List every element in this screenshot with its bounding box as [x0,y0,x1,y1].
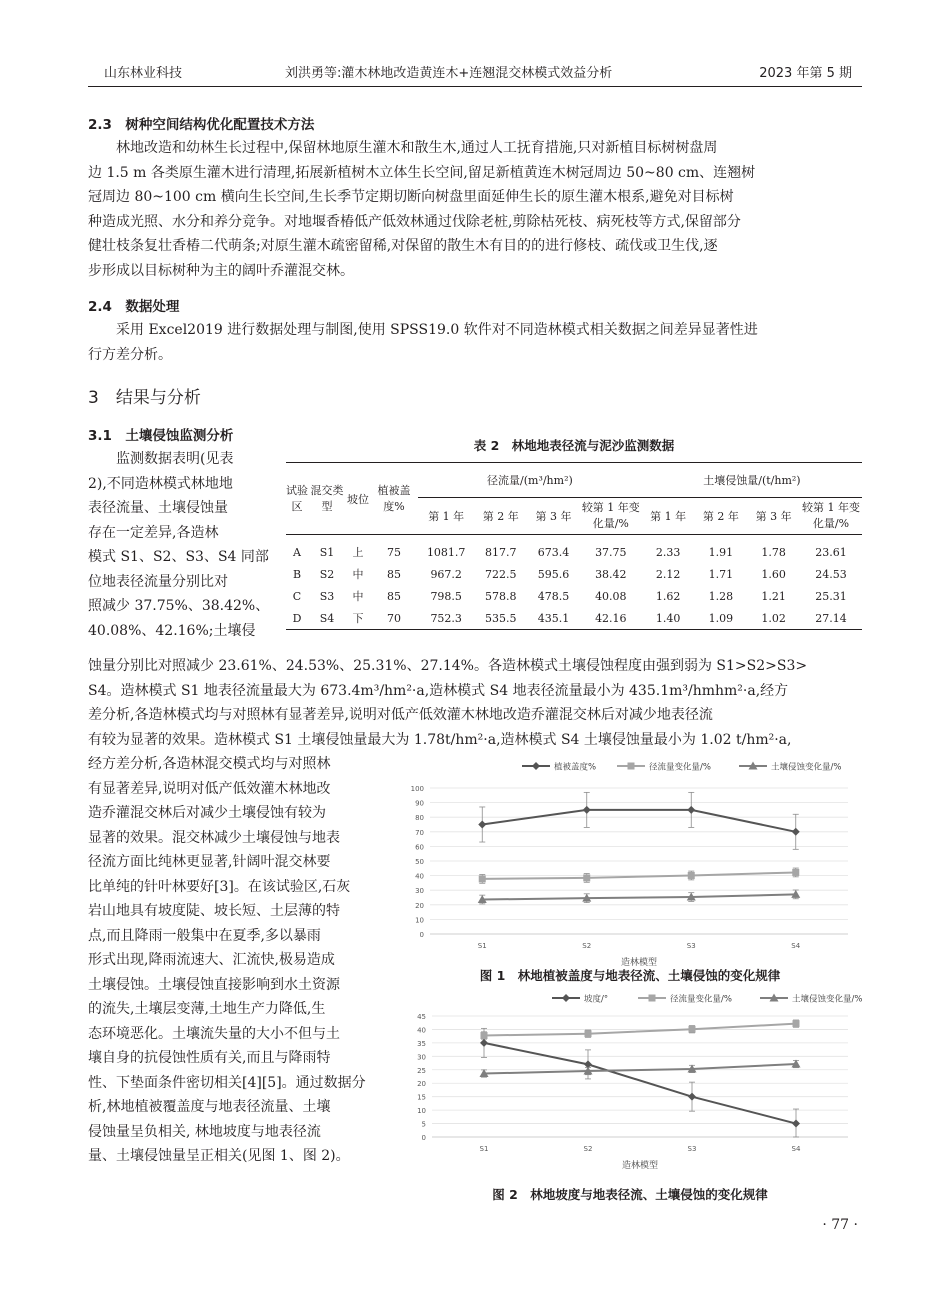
text-line: 边 1.5 m 各类原生灌木进行清理,拓展新植树木立体生长空间,留足新植黄连木树冠周边 50~80 cm、连翘树 [88,164,756,181]
th-e-change: 较第 1 年变化量/% [802,501,860,530]
table-cell: 27.14 [815,611,847,625]
text-line: 析,林地植被覆盖度与地表径流量、土壤 [88,1099,331,1115]
table-cell: 40.08 [595,589,627,603]
figure1-chart [400,758,860,968]
para-2-4 [88,318,862,367]
para-3-1-narrow [88,447,273,643]
y-tick-label: 40 [417,1026,426,1035]
table-cell: 1.60 [761,567,786,581]
text-line: 健壮枝条复壮香椿二代萌条;对原生灌木疏密留稀,对保留的散生木有目的的进行修枝、疏伐或卫生伐,逐 [88,238,718,254]
table-row [286,607,862,630]
th-erosion: 土壤侵蚀量/(t/hm²) [642,463,862,498]
heading-2-3: 2.3 树种空间结构优化配置技术方法 [88,117,315,133]
table-cell: 1081.7 [426,545,466,559]
table-cell: 85 [387,589,401,603]
x-tick-label: S1 [479,1145,489,1153]
text-line: 冠周边 80~100 cm 横向生长空间,生长季节定期切断向树盘里面延伸生长的原生灌木根系,避免对目标树 [88,189,734,205]
heading-2-4: 2.4 数据处理 [88,299,180,315]
y-tick-label: 45 [417,1013,426,1021]
legend-label: 土壤侵蚀变化量/% [792,994,863,1005]
text-line: 侵蚀量呈负相关, 林地坡度与地表径流 [88,1123,321,1140]
square-marker [479,875,486,882]
x-tick-label: S4 [791,942,801,950]
text-line: 性、下垫面条件密切相关[4][5]。通过数据分 [88,1074,366,1091]
table-cell: 752.3 [430,611,462,625]
table-cell: S3 [319,589,335,603]
y-tick-label: 30 [415,887,424,896]
th-runoff: 径流量/(m³/hm²) [418,463,642,498]
x-tick-label: S2 [582,942,592,950]
table-cell: 上 [352,546,364,559]
table-cell: 85 [387,567,401,581]
th-cover: 植被盖度% [377,483,411,513]
legend-label: 土壤侵蚀变化量/% [771,762,842,773]
th-r-y2: 第 2 年 [482,510,519,523]
th-r-y3: 第 3 年 [535,510,572,523]
table-cell: 535.5 [484,611,517,625]
square-marker [583,874,590,881]
legend-label: 径流量变化量/% [670,994,732,1005]
table-cell: 1.62 [655,589,681,603]
page-number: · 77 · [822,1217,858,1233]
text-line: 造乔灌混交林后对减少土壤侵蚀有较为 [88,805,326,821]
square-marker [585,1030,592,1037]
text-line: 经方差分析,各造林混交模式均与对照林 [88,756,331,772]
table-cell: 1.40 [655,611,681,625]
table-cell: 23.61 [815,545,847,559]
table-cell: 24.53 [815,567,847,581]
x-tick-label: S3 [686,942,696,950]
table2 [286,462,862,630]
legend-label: 径流量变化量/% [649,762,711,773]
table-cell: D [292,611,302,625]
table-cell: S1 [319,545,335,559]
table-cell: 75 [387,545,401,559]
text-line: S4。造林模式 S1 地表径流量最大为 673.4m³/hm²·a,造林模式 S4 地表径流量最小为 435.1m³/hmhm²·a,经方 [88,682,789,699]
diamond-marker [792,1120,800,1128]
table-cell: 1.09 [708,611,734,625]
y-tick-label: 0 [421,1134,426,1142]
table-cell: 967.2 [430,567,462,581]
text-line: 岩山地具有坡度陡、坡长短、土层薄的特 [88,903,340,919]
y-tick-label: 40 [415,872,424,881]
table-cell: 中 [352,568,364,581]
table-row [286,563,862,585]
text-line: 有显著差异,说明对低产低效灌木林地改 [88,780,331,797]
table-cell: 1.78 [761,545,786,559]
table-cell: 435.1 [537,611,570,625]
running-title: 刘洪勇等:灌木林地改造黄连木+连翘混交林模式效益分析 [285,66,613,81]
diamond-marker [688,1093,696,1101]
table-cell: 1.02 [761,611,786,625]
table-cell: 70 [387,611,401,625]
text-line: 比单纯的针叶林要好[3]。在该试验区,石灰 [88,878,351,895]
table-row [286,585,862,607]
legend-label: 坡度/° [584,994,609,1005]
x-tick-label: S4 [791,1145,801,1153]
x-tick-label: S1 [477,942,487,950]
y-tick-label: 50 [415,858,424,866]
diamond-marker [792,828,800,836]
y-tick-label: 25 [417,1066,426,1075]
text-line: 的流失,土壤层变薄,土地生产力降低,生 [88,1001,326,1017]
header-rule [88,86,862,87]
table-cell: 25.31 [815,589,847,603]
text-line: 种造成光照、水分和养分竞争。对地堰香椿低产低效林通过伐除老桩,剪除枯死枝、病死枝等方式,保留部分 [88,213,741,230]
diamond-marker [562,994,570,1002]
table-cell: 中 [352,590,364,603]
th-type: 混交类型 [310,483,344,513]
square-marker [688,872,695,879]
th-plot: 试验区 [286,483,308,513]
y-tick-label: 20 [415,901,424,910]
heading-3: 3 结果与分析 [88,388,201,408]
figure1-caption: 图 1 林地植被盖度与地表径流、土壤侵蚀的变化规律 [479,968,781,983]
x-tick-label: S2 [583,1145,593,1153]
table-cell: 1.71 [708,567,734,581]
x-axis-label: 造林模型 [620,958,658,968]
table-cell: 478.5 [537,589,570,603]
diamond-marker [583,806,591,814]
series-line [482,894,796,899]
table-cell: 37.75 [595,545,627,559]
table-row [286,535,862,564]
text-line: 存在一定差异,各造林 [88,524,219,541]
series-line [482,810,796,832]
text-line: 土壤侵蚀。土壤侵蚀直接影响到水土资源 [88,976,340,993]
table-cell: 578.8 [484,589,517,603]
text-line: 步形成以目标树种为主的阔叶乔灌混交林。 [88,262,354,279]
table-cell: 2.33 [655,545,681,559]
table-cell: 42.16 [595,611,627,625]
text-line: 表径流量、土壤侵蚀量 [88,500,228,516]
table-cell: 38.42 [595,567,627,581]
text-line: 位地表径流量分别比对 [88,573,228,590]
text-line: 量、土壤侵蚀量呈正相关(见图 1、图 2)。 [88,1148,350,1164]
table-cell: 1.21 [761,589,786,603]
series-line [484,1064,796,1073]
table-cell: 817.7 [484,545,517,559]
table-cell: 2.12 [655,567,681,581]
text-line: 形式出现,降雨流速大、汇流快,极易造成 [88,952,335,968]
text-line: 壤自身的抗侵蚀性质有关,而且与降雨特 [88,1050,331,1066]
text-line: 模式 S1、S2、S3、S4 同部 [88,549,269,565]
text-line: 有较为显著的效果。造林模式 S1 土壤侵蚀量最大为 1.78t/hm²·a,造林模式 S4 土壤侵蚀量最小为 1.02 t/hm²·a, [88,731,792,748]
table-cell: 722.5 [484,567,517,581]
text-line: 径流方面比纯林更显著,针阔叶混交林要 [88,854,331,870]
journal-name: 山东林业科技 [104,66,183,81]
text-line: 蚀量分别比对照减少 23.61%、24.53%、25.31%、27.14%。各造林模式土壤侵蚀程度由强到弱为 S1>S2>S3> [88,658,808,674]
text-line: 差分析,各造林模式均与对照林有显著差异,说明对低产低效灌木林地改造乔灌混交林后对减少地表径流 [88,707,713,723]
square-marker [689,1026,696,1033]
text-line: 照减少 37.75%、38.42%、 [88,598,270,614]
y-tick-label: 60 [415,843,424,852]
y-tick-label: 5 [421,1120,426,1129]
y-tick-label: 90 [415,799,424,808]
legend-label: 植被盖度% [554,762,597,773]
square-marker [793,1020,800,1027]
diamond-marker [478,821,486,829]
heading-3-1: 3.1 土壤侵蚀监测分析 [88,428,234,444]
table2-caption: 表 2 林地地表径流与泥沙监测数据 [473,438,675,453]
table-cell: 1.91 [708,545,734,559]
square-marker [792,869,799,876]
th-e-y2: 第 2 年 [702,510,739,523]
table-cell: S2 [319,567,335,581]
figure2-chart [400,992,863,1178]
y-tick-label: 30 [417,1053,426,1062]
y-tick-label: 80 [415,814,424,823]
table-cell: 673.4 [537,545,570,559]
diamond-marker [532,762,540,770]
text-line: 显著的效果。混交林减少土壤侵蚀与地表 [88,829,340,846]
y-tick-label: 100 [410,785,424,793]
issue-label: 2023 年第 5 期 [759,66,852,81]
th-r-y1: 第 1 年 [428,510,465,523]
y-tick-label: 15 [417,1093,426,1102]
y-tick-label: 0 [419,931,424,939]
text-line: 40.08%、42.16%;土壤侵 [88,622,256,639]
para-3-1-left [88,752,390,1169]
text-line: 采用 Excel2019 进行数据处理与制图,使用 SPSS19.0 软件对不同造林模式相关数据之间差异显著性进 [116,322,758,338]
table-cell: 798.5 [430,589,462,603]
square-marker [628,763,635,770]
table-cell: 1.28 [708,589,734,603]
table-cell: A [293,545,301,559]
x-axis-label: 造林模型 [621,1161,659,1171]
th-e-y1: 第 1 年 [650,510,687,523]
table-cell: C [292,589,302,603]
text-line: 行方差分析。 [88,346,172,363]
y-tick-label: 20 [417,1080,426,1089]
figure2-caption: 图 2 林地坡度与地表径流、土壤侵蚀的变化规律 [492,1187,768,1202]
diamond-marker [480,1039,488,1047]
th-r-change: 较第 1 年变化量/% [581,501,640,530]
para-3-1-full [88,654,862,752]
text-line: 林地改造和幼林生长过程中,保留林地原生灌木和散生木,通过人工抚育措施,只对新植目标树树盘周 [116,140,718,156]
y-tick-label: 35 [417,1039,426,1048]
th-slope: 坡位 [347,492,369,506]
x-tick-label: S3 [687,1145,697,1153]
text-line: 点,而且降雨一般集中在夏季,多以暴雨 [88,927,321,944]
text-line: 监测数据表明(见表 [116,451,234,467]
y-tick-label: 70 [415,828,424,837]
y-tick-label: 10 [417,1107,426,1116]
th-e-y3: 第 3 年 [755,510,792,523]
table-cell: B [292,567,302,581]
y-tick-label: 10 [415,916,424,925]
square-marker [481,1032,488,1039]
para-2-3 [88,136,862,283]
text-line: 2),不同造林模式林地地 [88,475,233,492]
table-cell: 下 [352,612,364,625]
square-marker [649,995,656,1002]
table-cell: 595.6 [537,567,570,581]
text-line: 态环境恶化。土壤流失量的大小不但与土 [88,1025,340,1042]
diamond-marker [687,806,695,814]
table-cell: S4 [319,611,335,625]
